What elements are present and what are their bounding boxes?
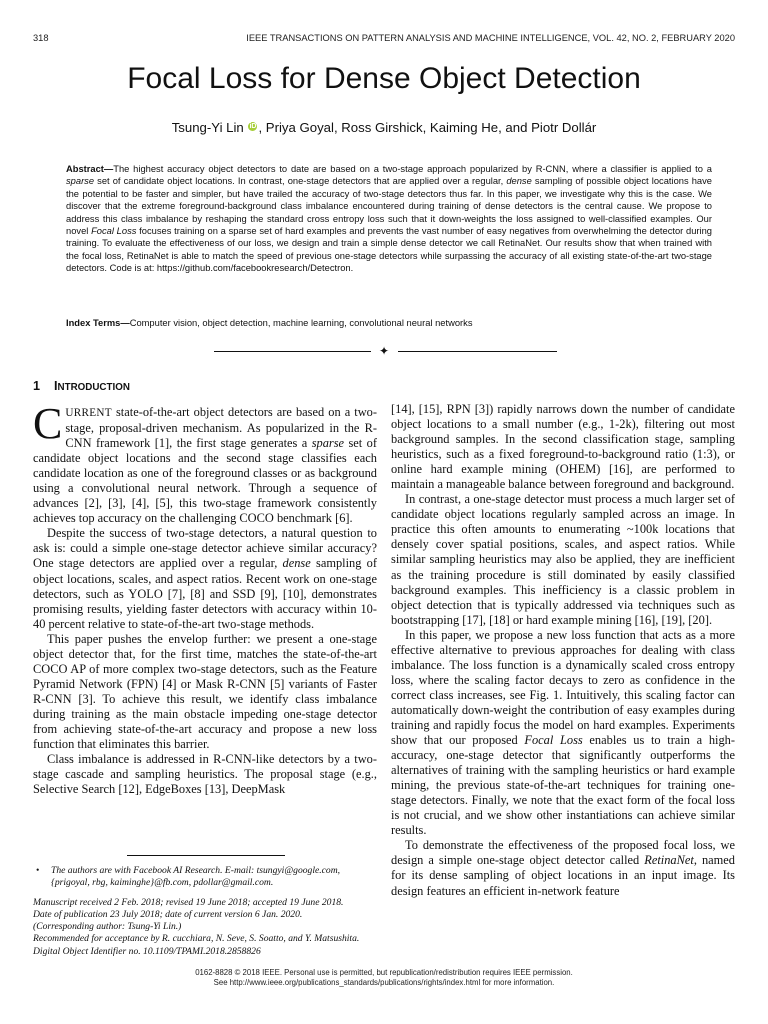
footnote-line: Date of publication 23 July 2018; date of current version 6 Jan. 2020. [33, 909, 303, 921]
section-number: 1 [33, 379, 41, 393]
abstract-text: The highest accuracy object detectors to date are based on a two-stage approach popularized by R-CNN, where a classifier is applied to a [113, 164, 712, 174]
emphasis: Focal Loss [524, 733, 583, 748]
section-title-initial: I [54, 379, 58, 393]
section-heading [33, 379, 377, 395]
paragraph-text: sampling of object locations, scales, and aspect ratios. Recent work on one-stage detectors, such as YOLO [7], [8] and SSD [9], [10], demonstrates promising results, yielding faster detectors with accuracy within 10-40 percent relative to state-of-the-art two-stage methods. [33, 556, 377, 631]
footnote-line: (Corresponding author: Tsung-Yi Lin.) [33, 921, 182, 933]
paragraph: Class imbalance is addressed in R-CNN-like detectors by a two-stage cascade and sampling heuristics. The proposal stage (e.g., Selective Search [12], EdgeBoxes [13], DeepMask [33, 752, 377, 797]
drop-cap: C [33, 399, 63, 448]
paper-title: Focal Loss for Dense Object Detection [127, 62, 641, 95]
footnote-rule [127, 855, 285, 856]
footnote-line: Digital Object Identifier no. 10.1109/TPAMI.2018.2858826 [33, 945, 261, 957]
abstract-emphasis: dense [506, 176, 532, 187]
index-terms-text: Computer vision, object detection, machine learning, convolutional neural networks [129, 318, 473, 328]
section-divider-right [398, 351, 557, 352]
author-footnote [33, 865, 377, 889]
page-number: 318 [33, 33, 49, 43]
author-list [0, 120, 768, 135]
paragraph: This paper pushes the envelop further: we present a one-stage object detector that, for the first time, matches the state-of-the-art COCO AP of more complex two-stage detectors, such as the Feature Pyramid Network (FPN) [4] or Mask R-CNN [5] variants of Faster R-CNN [3]. To achieve this result, we identify class imbalance during training as the main obstacle impeding one-stage detector from achieving state-of-the-art accuracy and propose a new loss function that eliminates this barrier. [33, 631, 377, 752]
paragraph-text: Despite the success of two-stage detectors, a natural question to ask is: could a simple one-stage detector achieve similar accuracy? One stage detectors are applied over a regular, [33, 526, 377, 571]
left-column [33, 379, 377, 797]
abstract-emphasis: sparse [66, 176, 95, 187]
right-column [391, 402, 735, 899]
footnotes [33, 865, 377, 958]
paragraph [391, 838, 735, 898]
orcid-icon[interactable]: iD [249, 123, 257, 130]
emphasis: dense [282, 556, 311, 571]
index-terms-label: Index Terms— [66, 318, 130, 328]
abstract [66, 163, 712, 275]
paragraph-text: To demonstrate the effectiveness of the proposed focal loss, we design a simple one-stage object detector called [391, 838, 735, 868]
section-title-rest: NTRODUCTION [57, 382, 130, 393]
footnote-line: Recommended for acceptance by R. cucchiara, N. Seve, S. Soatto, and Y. Matsushita. [33, 933, 360, 945]
paragraph [33, 526, 377, 631]
abstract-text: sampling of possible object locations have the potential to be faster and simpler, but have trailed the accuracy of two-stage detectors thus far. In this paper, we investigate why this is the case. We discover that the extreme foreground-background class imbalance encountered during training of dense detectors is the central cause. We propose to address this class imbalance by reshaping the standard cross entropy loss such that it down-weights the loss assigned to well-classified examples. Our novel [66, 176, 712, 237]
index-terms [66, 317, 712, 329]
copyright-notice [0, 968, 768, 987]
abstract-emphasis: Focal Loss [91, 226, 137, 237]
paragraph [33, 399, 377, 526]
paragraph: In contrast, a one-stage detector must process a much larger set of candidate object locations regularly sampled across an image. In practice this often amounts to enumerating ~100k locations that densely cover spatial positions, scales, and aspect ratios. While similar sampling heuristics may also be applied, they are inefficient as the training procedure is still dominated by easily classified background examples. This inefficiency is a classic problem in object detection that is typically addressed via techniques such as bootstrapping [17], [18] or hard example mining [16], [19], [20]. [391, 492, 735, 627]
paragraph-text: state-of-the-art object detectors are based on a two-stage, proposal-driven mechanism. As popularized in the R-CNN framework [1], the first stage generates a [65, 405, 377, 451]
abstract-label: Abstract— [66, 164, 114, 174]
first-author: Tsung-Yi Lin [171, 120, 244, 135]
copyright-line: See http://www.ieee.org/publications_standards/publications/rights/index.html for more information. [213, 977, 555, 987]
paragraph-text: set of candidate object locations and the second stage classifies each candidate location as one of the foreground classes or as background using a convolutional neural network. Through a sequence of advances [2], [3], [4], [5], this two-stage framework consistently achieves top accuracy on the challenging COCO benchmark [6]. [33, 436, 377, 526]
abstract-text: set of candidate object locations. In contrast, one-stage detectors that are applied over a regular, [94, 176, 507, 187]
other-authors: , Priya Goyal, Ross Girshick, Kaiming He, and Piotr Dollár [258, 120, 597, 135]
paragraph-text: , named for its dense sampling of object locations in an input image. Its design features an efficient in-network feature [391, 853, 735, 898]
footnote-line: Manuscript received 2 Feb. 2018; revised 19 June 2018; accepted 19 June 2018. [33, 897, 344, 909]
divider-ornament-icon: ✦ [378, 344, 390, 358]
section-divider-left [214, 351, 371, 352]
small-caps-word: URRENT [65, 407, 112, 419]
bullet-icon: • [36, 865, 40, 876]
paragraph [391, 628, 735, 839]
copyright-line: 0162-8828 © 2018 IEEE. Personal use is permitted, but republication/redistribution requires IEEE permission. [195, 968, 573, 977]
emphasis: RetinaNet [644, 853, 694, 868]
running-header [33, 33, 735, 47]
abstract-text: focuses training on a sparse set of hard examples and prevents the vast number of easy negatives from overwhelming the detector during training. To evaluate the effectiveness of our loss, we design and train a simple dense detector we call RetinaNet. Our results show that when trained with the focal loss, RetinaNet is able to match the speed of previous one-stage detectors while surpassing the accuracy of all existing state-of-the-art two-stage detectors. Code is at: https://github.com/facebookresearch/Detectron. [66, 226, 712, 274]
paragraph-text: In this paper, we propose a new loss function that acts as a more effective alternative to previous approaches for dealing with class imbalance. The loss function is a dynamically scaled cross entropy loss, where the scaling factor decays to zero as confidence in the correct class increases, see Fig. 1. Intuitively, this scaling factor can automatically down-weight the contribution of easy examples during training and rapidly focus the model on hard examples. Experiments show that our proposed [391, 627, 735, 748]
emphasis: sparse [311, 436, 345, 451]
journal-citation: IEEE TRANSACTIONS ON PATTERN ANALYSIS AND MACHINE INTELLIGENCE, VOL. 42, NO. 2, FEBRUARY 2020 [246, 33, 735, 43]
paragraph-text: enables us to train a high-accuracy, one-stage detector that significantly outperforms the alternatives of training with the sampling heuristics or hard example mining, the previous state-of-the-art techniques for training one-stage detectors. Finally, we note that the exact form of the focal loss is not crucial, and we show other instantiations can achieve similar results. [391, 733, 736, 838]
paragraph: [14], [15], RPN [3]) rapidly narrows down the number of candidate object locations to a small number (e.g., 1-2k), filtering out most background samples. In the second classification stage, sampling heuristics, such as a fixed foreground-to-background ratio (1:3), or online hard example mining (OHEM) [16], are performed to maintain a manageable balance between foreground and background. [391, 402, 735, 492]
footnote-text: The authors are with Facebook AI Research. E-mail: tsungyi@google.com, {prigoyal, rbg, kaiminghe}@fb.com, pdollar@gmail.com. [51, 865, 341, 889]
